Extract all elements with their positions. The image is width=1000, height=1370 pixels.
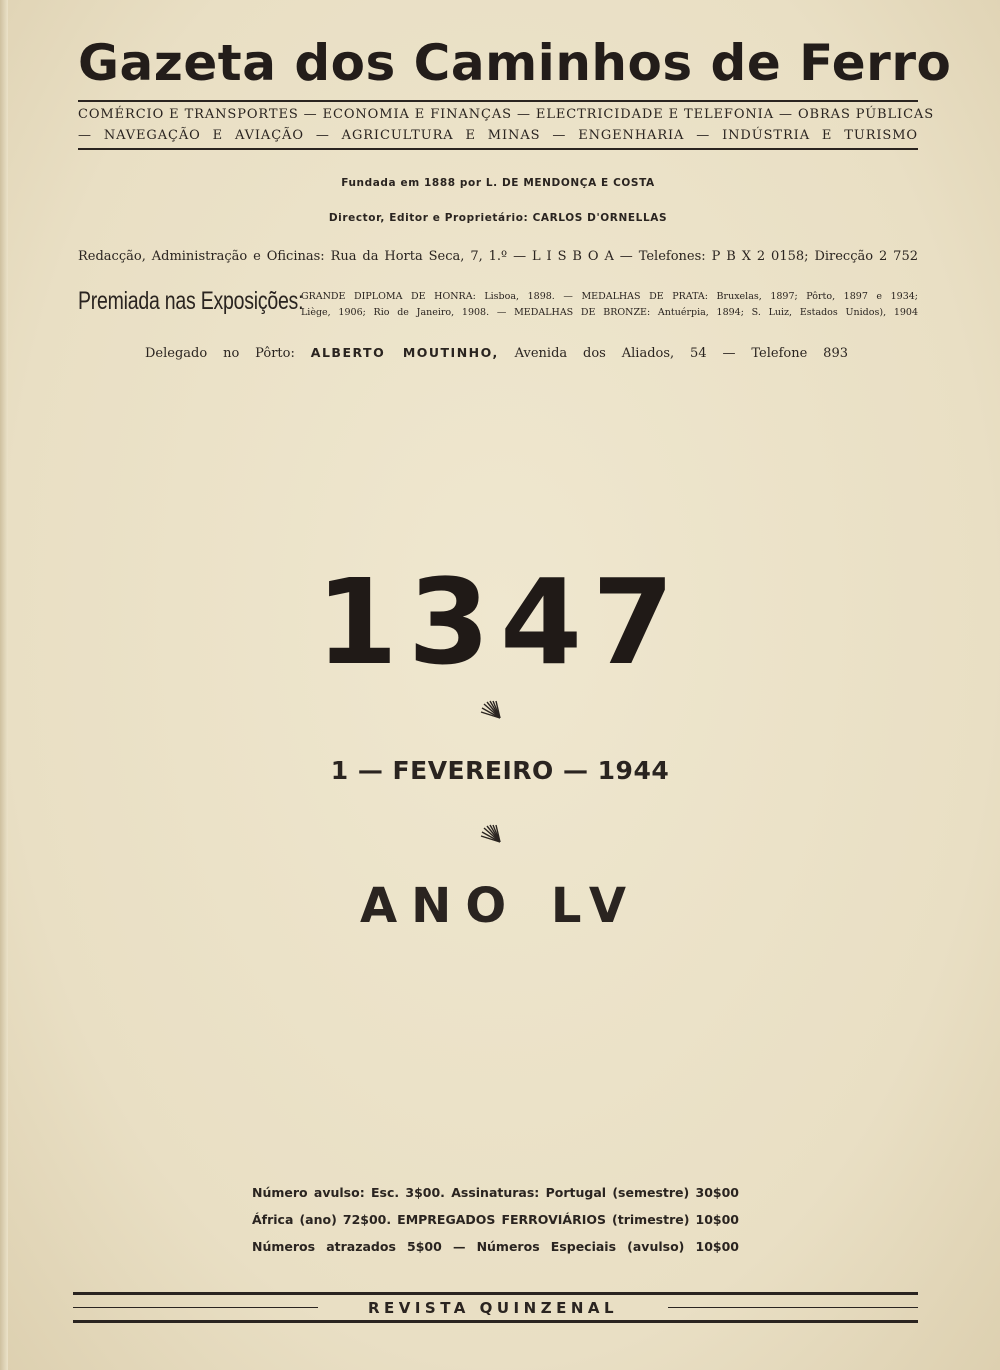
price-line-3: Números atrazados 5$00 — Números Especiais (avulso) 10$00 xyxy=(252,1239,739,1254)
topics-line-2: — NAVEGAÇÃO E AVIAÇÃO — AGRICULTURA E MINAS — ENGENHARIA — INDÚSTRIA E TURISMO xyxy=(78,128,918,143)
fan-ornament-icon xyxy=(480,700,504,720)
masthead-rule-top xyxy=(78,100,918,102)
address-line: Redacção, Administração e Oficinas: Rua da Horta Seca, 7, 1.º — L I S B O A — Telefones: P B X 2 0158; Direcção 2 752 xyxy=(78,249,918,264)
footer-rule-bottom xyxy=(73,1320,918,1323)
director-line: Director, Editor e Proprietário: CARLOS D'ORNELLAS xyxy=(328,212,668,224)
delegate-prefix: Delegado no Pôrto: xyxy=(145,346,295,361)
delegate-name: ALBERTO MOUTINHO, xyxy=(310,345,499,360)
founded-line: Fundada em 1888 por L. DE MENDONÇA E COSTA xyxy=(341,177,655,189)
masthead-rule-bottom xyxy=(78,148,918,150)
footer-label: REVISTA QUINZENAL xyxy=(318,1297,668,1319)
fan-ornament-icon xyxy=(480,824,504,844)
delegate-line xyxy=(145,345,848,361)
issue-number: 1347 xyxy=(315,553,685,691)
awards-label: Premiada nas Exposições: xyxy=(78,287,304,315)
price-line-1: Número avulso: Esc. 3$00. Assinaturas: Portugal (semestre) 30$00 xyxy=(252,1185,739,1200)
issue-date: 1 — FEVEREIRO — 1944 xyxy=(330,756,670,785)
delegate-address: Avenida dos Aliados, 54 — Telefone 893 xyxy=(514,346,848,361)
masthead-title: Gazeta dos Caminhos de Ferro xyxy=(78,34,952,92)
footer-rule-top xyxy=(73,1292,918,1295)
topics-line-1: COMÉRCIO E TRANSPORTES — ECONOMIA E FINANÇAS — ELECTRICIDADE E TELEFONIA — OBRAS PÚBLICAS xyxy=(78,107,935,122)
awards-line-1: GRANDE DIPLOMA DE HONRA: Lisboa, 1898. — MEDALHAS DE PRATA: Bruxelas, 1897; Pôrto, 1897 e 1934; xyxy=(301,291,918,302)
price-line-2: África (ano) 72$00. EMPREGADOS FERROVIÁRIOS (trimestre) 10$00 xyxy=(252,1212,739,1227)
issue-year: ANO LV xyxy=(360,878,640,934)
awards-line-2: Liège, 1906; Rio de Janeiro, 1908. — MEDALHAS DE BRONZE: Antuérpia, 1894; S. Luiz, Estados Unidos), 1904 xyxy=(301,307,918,318)
